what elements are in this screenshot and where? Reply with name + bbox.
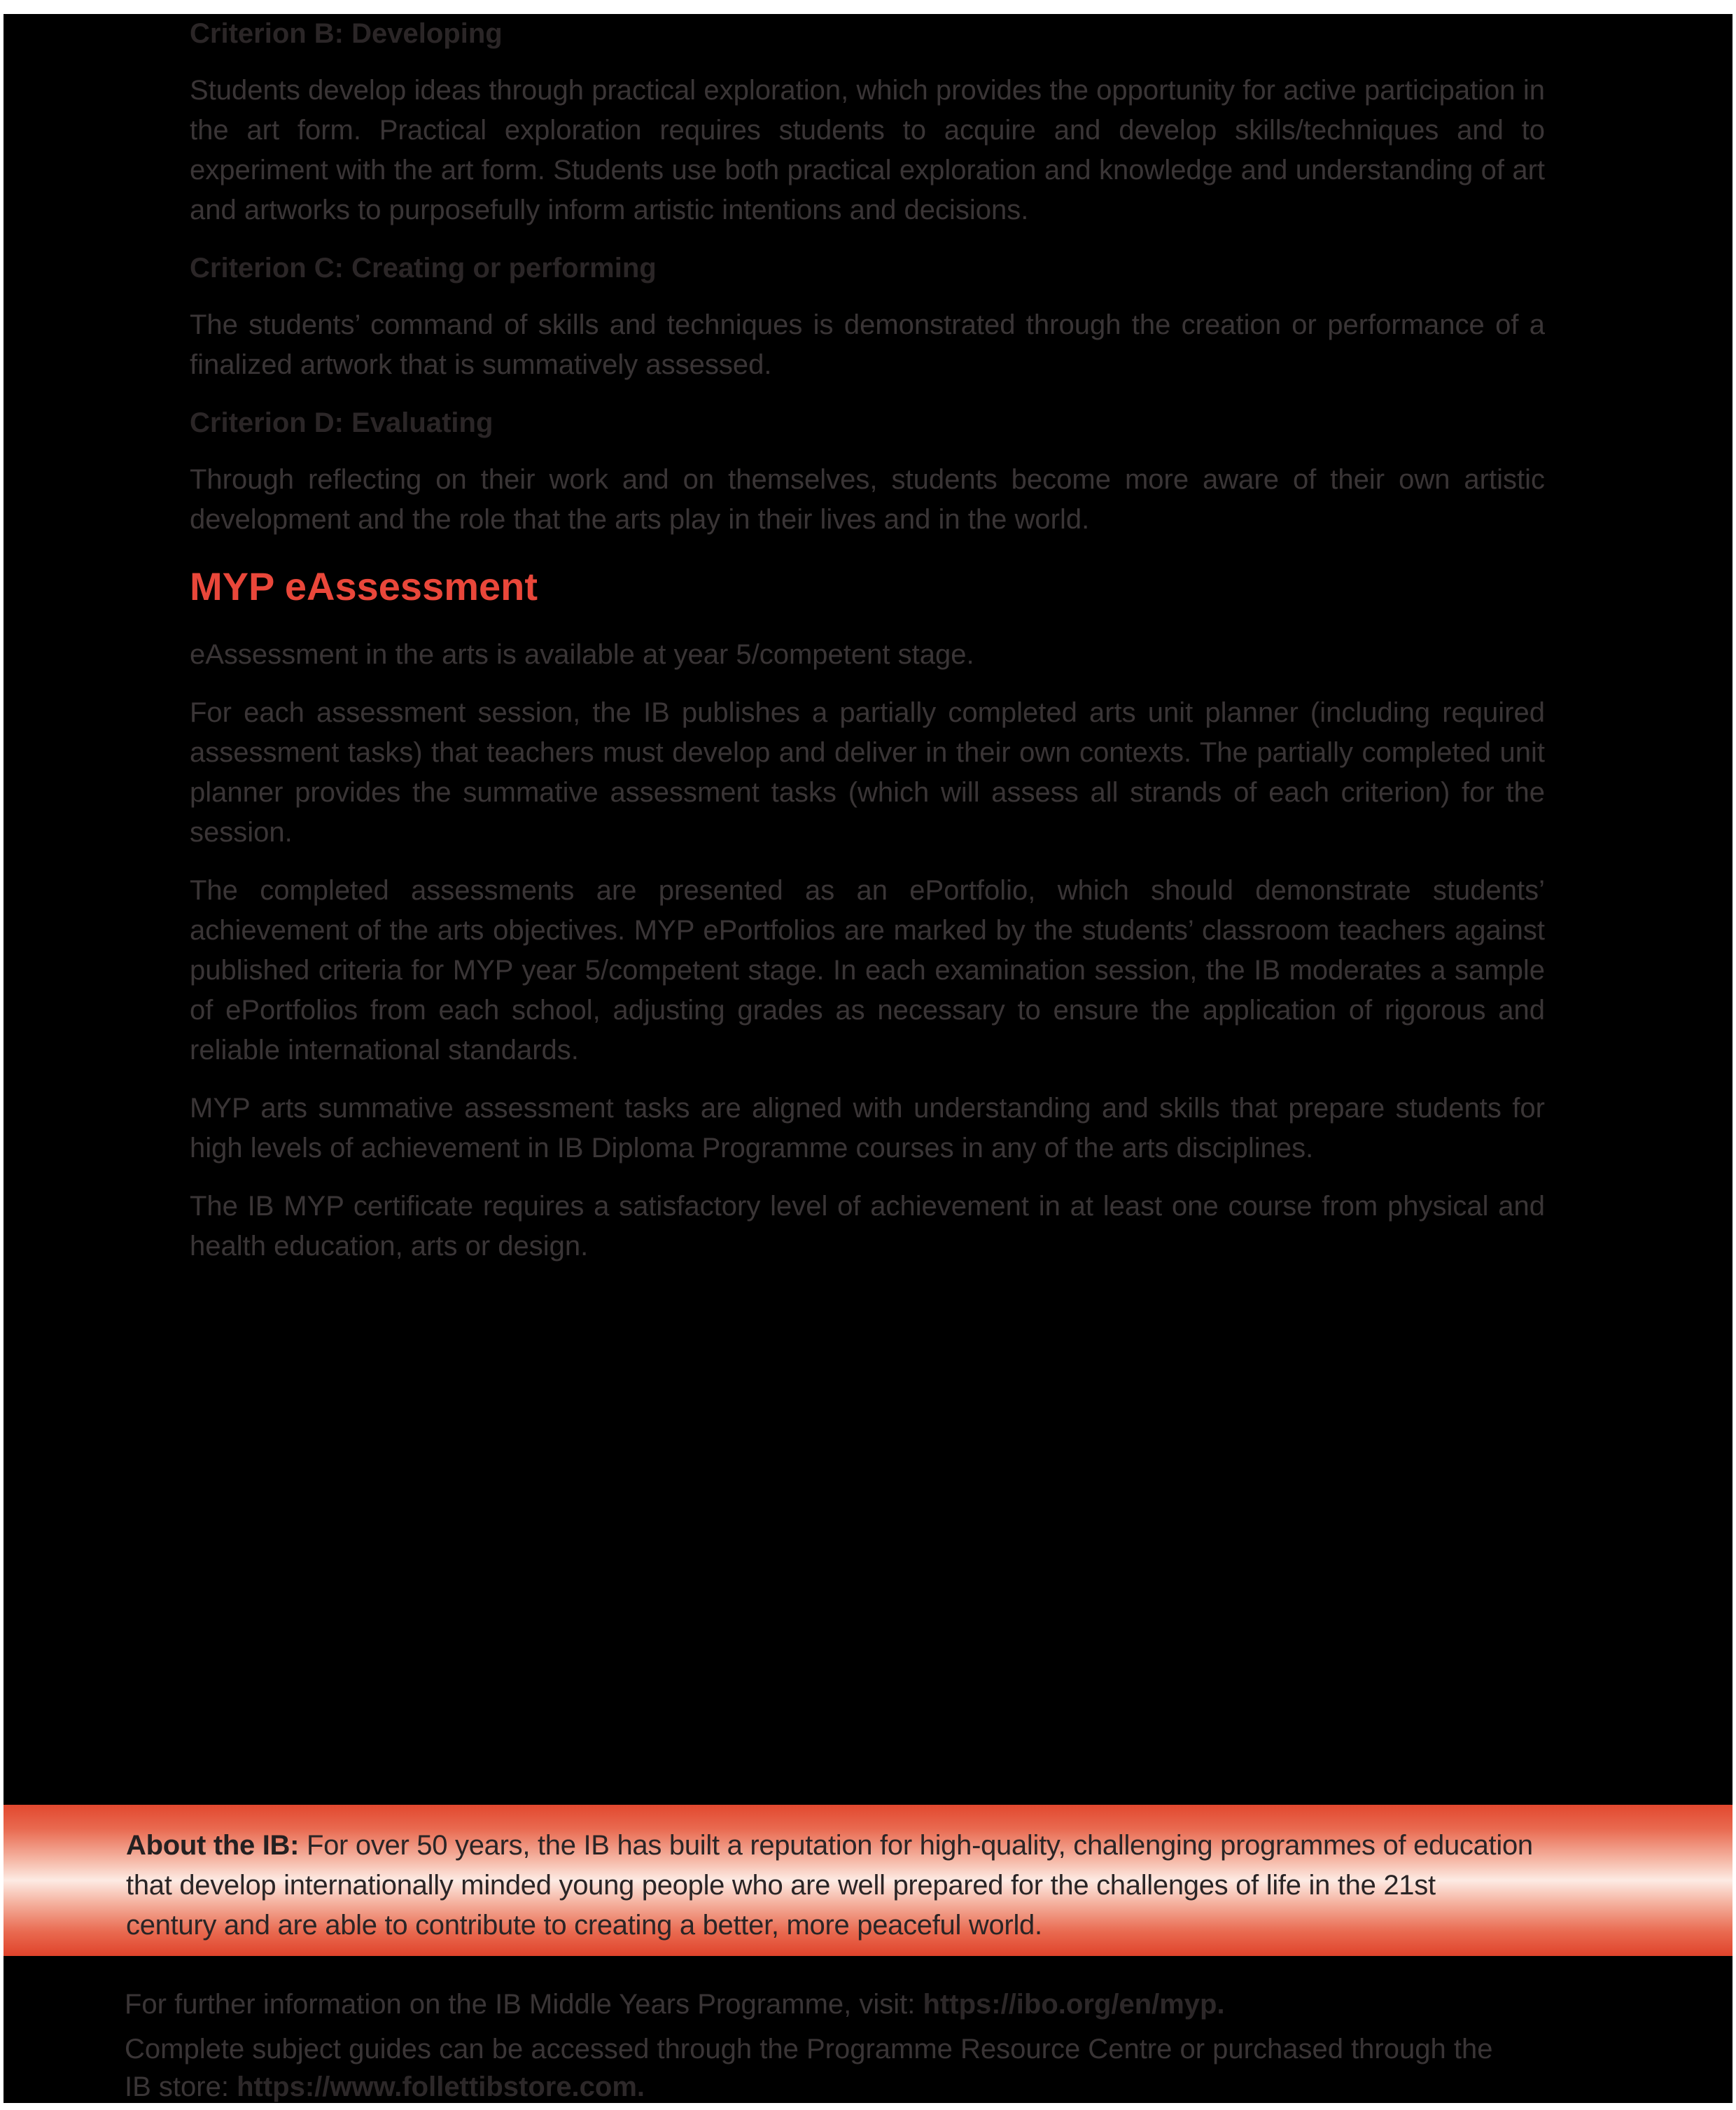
about-ib-lead-label: About the IB: (126, 1830, 300, 1861)
eassessment-paragraph-availability: eAssessment in the arts is available at year 5/competent stage. (190, 639, 974, 670)
main-text-column (190, 14, 1545, 1285)
eassessment-heading: MYP eAssessment (190, 564, 538, 608)
ibo-myp-link[interactable]: https://ibo.org/en/myp. (923, 1989, 1225, 2020)
eassessment-paragraph-certificate: The IB MYP certificate requires a satisfactory level of achievement in at least one course from physical and health education, arts or design. (190, 1191, 1545, 1262)
banner-line-3: century and are able to contribute to creating a better, more peaceful world. (126, 1910, 1042, 1941)
banner-line-2: that develop internationally minded young people who are well prepared for the challenges of life in the 21st (126, 1870, 1436, 1901)
footer-info-line (125, 1985, 1492, 2023)
footer-info-text: For further information on the IB Middle Years Programme, visit: (125, 1989, 923, 2020)
criterion-d-heading: Criterion D: Evaluating (190, 407, 493, 438)
page-black-background (4, 14, 1732, 2103)
criterion-b-text: Students develop ideas through practical exploration, which provides the opportunity for active participation in the art form. Practical exploration requires students to acquire and develop skills/techniques and to experiment with the art form. Students use both practical exploration and knowledge and understanding of art and artworks to purposefully inform artistic intentions and decisions. (190, 75, 1545, 225)
criterion-d-text: Through reflecting on their work and on themselves, students become more aware of their own artistic development and the role that the arts play in their lives and in the world. (190, 464, 1545, 535)
criterion-b-heading: Criterion B: Developing (190, 18, 503, 49)
follett-ib-store-link[interactable]: https://www.follettibstore.com. (237, 2071, 645, 2102)
banner-line-1-text: For over 50 years, the IB has built a reputation for high-quality, challenging programmes of education (299, 1830, 1533, 1861)
banner-line-1 (126, 1826, 1732, 1866)
footer-store-text: IB store: (125, 2071, 237, 2102)
criterion-c-text: The students’ command of skills and techniques is demonstrated through the creation or performance of a finalized artwork that is summatively assessed. (190, 309, 1545, 380)
about-ib-banner (4, 1805, 1732, 1956)
eassessment-paragraph-eportfolio: The completed assessments are presented as an ePortfolio, which should demonstrate students’ achievement of the arts objectives. MYP ePortfolios are marked by the students’ classroom teachers against published criteria for MYP year 5/competent stage. In each examination session, the IB moderates a sample of ePortfolios from each school, adjusting grades as necessary to ensure the application of rigorous and reliable international standards. (190, 875, 1545, 1066)
eassessment-paragraph-unit-planner: For each assessment session, the IB publishes a partially completed arts unit planner (including required assessment tasks) that teachers must develop and deliver in their own contexts. The partially completed unit planner provides the summative assessment tasks (which will assess all strands of each criterion) for the session. (190, 697, 1545, 848)
footer-guides-line-2 (125, 2068, 1492, 2103)
eassessment-paragraph-alignment: MYP arts summative assessment tasks are aligned with understanding and skills that prepare students for high levels of achievement in IB Diploma Programme courses in any of the arts disciplines. (190, 1093, 1545, 1164)
footer (125, 1985, 1492, 2103)
criterion-c-heading: Criterion C: Creating or performing (190, 253, 657, 284)
footer-guides-line-1: Complete subject guides can be accessed through the Programme Resource Centre or purchased through the (125, 2034, 1493, 2064)
footer-guides-paragraph (125, 2030, 1492, 2103)
